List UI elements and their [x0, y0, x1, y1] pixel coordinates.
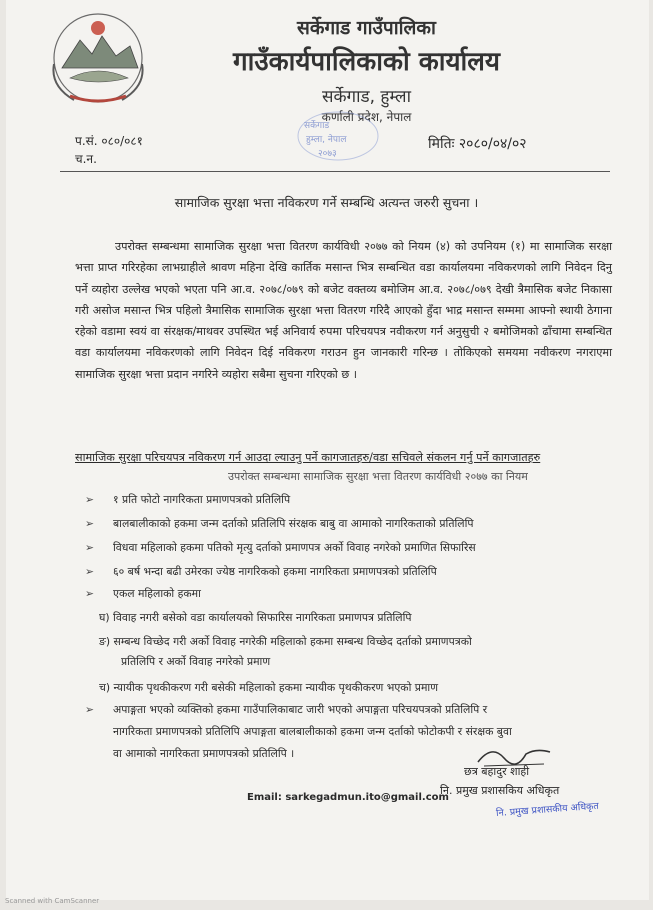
bullet-arrow-icon: ➢ — [85, 541, 95, 554]
documents-section-heading: सामाजिक सुरक्षा परिचयपत्र नविकरण गर्न आउदा ल्याउनु पर्ने कागजातहरु/वडा सचिवले संकलन गर्नु पर्ने कागजातहरु — [75, 451, 541, 464]
stamp-line-3: २०७३ — [318, 149, 337, 159]
section-tail-text: उपरोक्त सम्बन्धमा सामाजिक सुरक्षा भत्ता वितरण कार्यविधी २०७७ का नियम — [228, 470, 528, 483]
header-divider — [60, 171, 610, 172]
letter-date: मितिः २०८०/०४/०२ — [428, 136, 527, 152]
contact-email: Email: sarkegadmun.ito@gmail.com — [247, 792, 449, 803]
bullet-arrow-icon: ➢ — [85, 493, 95, 506]
province-country: कर्णाली प्रदेश, नेपाल — [321, 110, 412, 124]
stamp-line-2: हुम्ला, नेपाल — [306, 135, 347, 145]
office-title: गाउँकार्यपालिकाको कार्यालय — [233, 47, 500, 77]
blue-designation-stamp: नि. प्रमुख प्रशासकीय अधिकृत — [495, 800, 600, 819]
bullet-arrow-icon: ➢ — [85, 703, 95, 716]
scanner-watermark: Scanned with CamScanner — [5, 897, 100, 905]
notice-body: उपरोक्त सम्बन्धमा सामाजिक सुरक्षा भत्ता वितरण कार्यविधी २०७७ को नियम (४) को उपनियम (१) मा सामाजिक सरक्षा भत्ता प्राप्त गरिरहेका लाभग्राहीले श्रावण महिना देखि कार्तिक मसान्त भित्र सम्बन्धित वडा कार्यालयमा नविकरणको लागि निवेदन दिनु पर्ने व्यहोरा उल्लेख भएको भएता पनि आ.व. २०७८/०७९ को बजेट वक्तव्य बमोजिम आ.व. २०७८/०७९ देखी त्रैमासिक बजेट निकासा गरी असोज मसान्त भित्र पहिलो त्रैमासिक सामाजिक सुरक्षा भत्ता वितरण गरिदै आएको हुँदा भाद्र मसान्त सम्ममा आफ्नो स्थायी ठेगाना रहेको वडामा स्वयं वा संरक्षक/माथवर उपस्थित भई अनिवार्य रुपमा परिचयपत्र नवीकरण गर्न अनुसुची २ बमोजिमको ढाँचामा सम्बन्धित वडा कार्यालयमा नविकरणको लागि निवेदन दिई नविकरण गराउन हुन जानकारी गरिन्छ । तोकिएको समयमा नवीकरण नगराएमा सामाजिक सुरक्षा भत्ता प्रदान नगरिने व्यहोरा सबैमा सुचना गरिएको छ । — [75, 240, 612, 381]
bullet-arrow-icon: ➢ — [85, 587, 95, 600]
bullet-arrow-icon: ➢ — [85, 565, 95, 578]
notice-subject: सामाजिक सुरक्षा भत्ता नविकरण गर्ने सम्बन्धि अत्यन्त जरुरी सुचना । — [174, 195, 479, 210]
letter-number: प.सं. ०८०/०८१ — [75, 134, 143, 148]
signatory-designation: नि. प्रमुख प्रशासकिय अधिकृत — [440, 784, 560, 797]
signatory-name: छत्र बहादुर शाही — [464, 765, 530, 778]
office-location: सर्केगाड, हुम्ला — [322, 87, 411, 107]
office-seal-stamp — [288, 104, 388, 164]
bullet-arrow-icon: ➢ — [85, 517, 95, 530]
stamp-line-1: सर्केगाड — [304, 121, 330, 131]
dispatch-number: च.न. — [75, 152, 97, 166]
municipality-name: सर्केगाड गाउँपालिका — [297, 17, 436, 39]
